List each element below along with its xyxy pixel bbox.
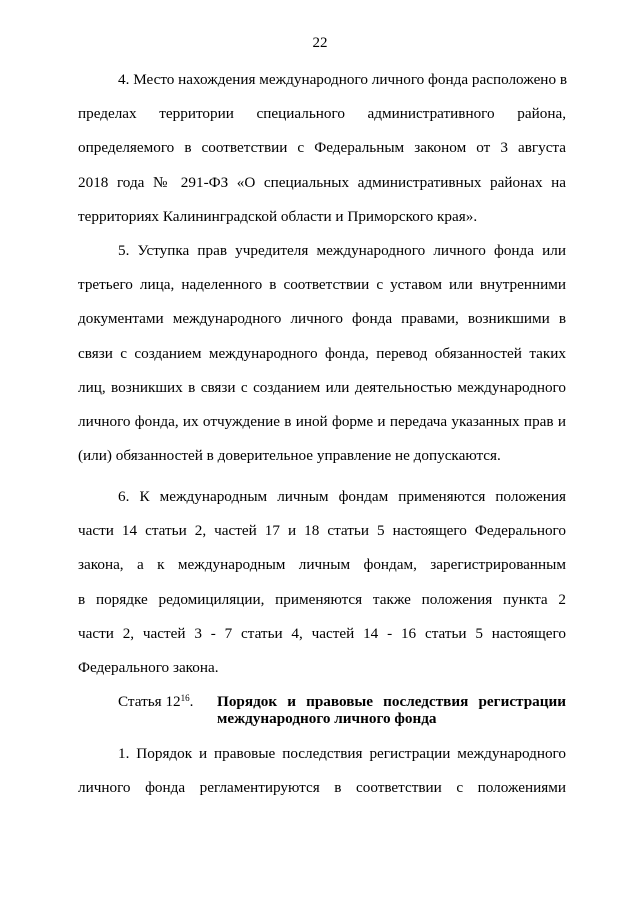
page-number: 22 [312, 35, 328, 51]
text-line: документами международного личного фонда правами, возникшими в [78, 310, 566, 328]
text-line: 2018 года № 291-ФЗ «О специальных административных районах на [78, 173, 566, 191]
paragraph-5 [78, 234, 566, 473]
text-line: пределах территории специального административного района, [78, 105, 566, 123]
text-line: лиц, возникших в связи с созданием или деятельностью международного [78, 378, 566, 396]
text-line: закона, а к международным личным фондам, зарегистрированным [78, 556, 566, 574]
text-line: связи с созданием международного фонда, перевод обязанностей таких [78, 344, 566, 362]
text-line: 1. Порядок и правовые последствия регистрации международного [118, 745, 566, 762]
article-title-line: международного личного фонда [217, 710, 437, 727]
article-label-superscript: 16 [180, 693, 190, 703]
article-paragraph-1 [78, 737, 566, 805]
text-line: 5. Уступка прав учредителя международного личного фонда или [118, 242, 566, 259]
text-line: личного фонда регламентируются в соответствии с положениями [78, 779, 566, 797]
text-line: определяемого в соответствии с Федеральным законом от 3 августа [78, 139, 566, 157]
text-line: части 2, частей 3 - 7 статьи 4, частей 14 - 16 статьи 5 настоящего [78, 624, 566, 642]
text-line: части 14 статьи 2, частей 17 и 18 статьи 5 настоящего Федерального [78, 522, 566, 540]
text-line: в порядке редомициляции, применяются также положения пункта 2 [78, 590, 566, 608]
article-label-suffix: . [189, 693, 194, 710]
text-line: 4. Место нахождения международного личного фонда расположено в [118, 71, 568, 88]
article-label-text: Статья 12 [118, 693, 181, 710]
text-line: Федерального закона. [78, 658, 219, 676]
article-label [118, 693, 193, 710]
paragraph-6 [78, 480, 566, 685]
text-line: территориях Калининградской области и Приморского края». [78, 207, 478, 225]
text-line: третьего лица, наделенного в соответствии с уставом или внутренними [78, 276, 566, 294]
paragraph-4 [78, 63, 566, 234]
text-line: (или) обязанностей в доверительное управление не допускаются. [78, 447, 501, 465]
text-line: 6. К международным личным фондам применяются положения [118, 488, 566, 505]
text-line: личного фонда, их отчуждение в иной форме и передача указанных прав и [78, 412, 566, 430]
article-title [217, 693, 566, 727]
article-title-line: Порядок и правовые последствия регистрации [217, 693, 566, 710]
